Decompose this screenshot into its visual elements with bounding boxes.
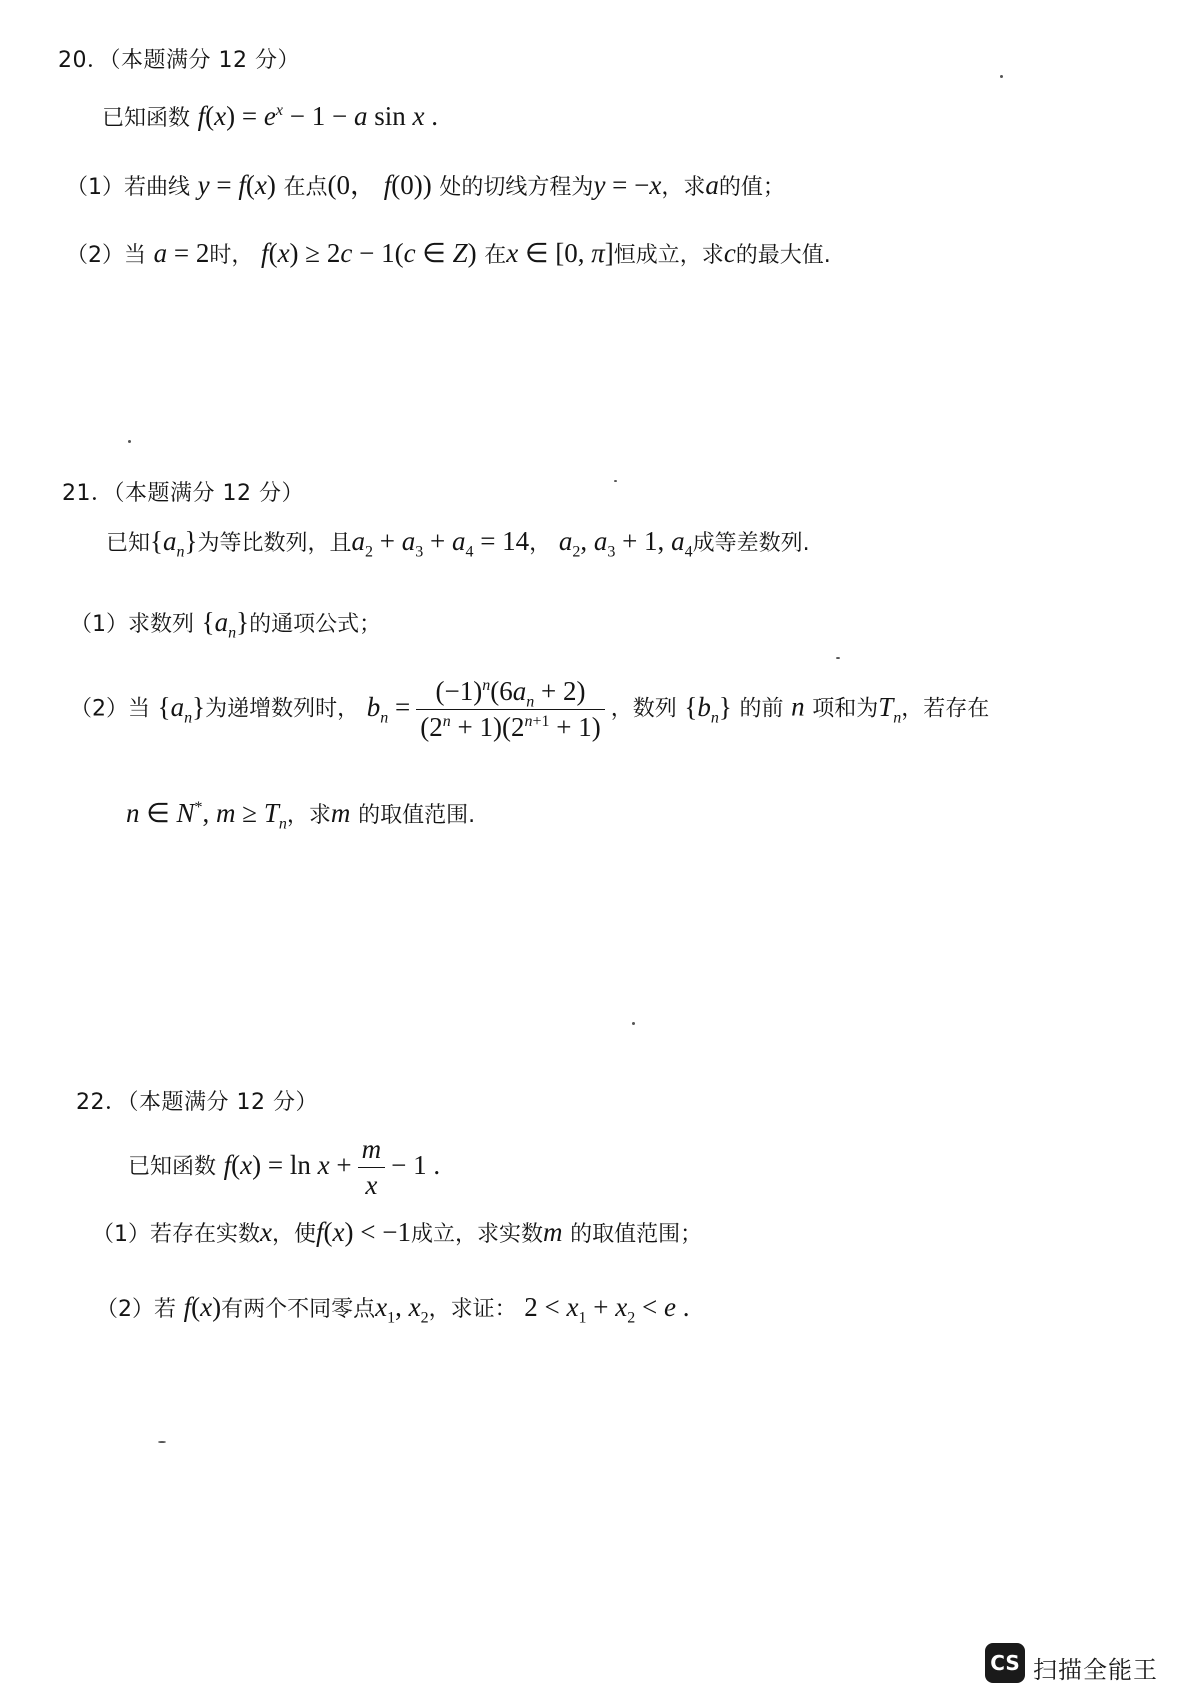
problem-20-part-1 [66,172,785,199]
formula: $\{a_n\}$ [150,526,198,561]
formula: $a_2 + a_3 + a_4 = 14$ [351,526,530,561]
problem-22-heading: 22．（本题满分 12 分） [76,1090,318,1115]
problem-20-heading: 20．（本题满分 12 分） [58,48,300,73]
variable: a [705,170,719,200]
text: 处的切线方程为 [439,175,594,200]
part-label: （2） [96,1297,154,1322]
formula: $x_1$, $x_2$ [375,1292,429,1327]
formula: x ∈ [0, π] [506,238,614,268]
text: 项和为 [812,696,879,722]
text: ，若存在 [901,696,990,722]
formula: $a_2$, $a_3 + 1$, $a_4$ [558,526,693,561]
text: 恒成立，求 [613,243,724,268]
text: 的前 [739,696,784,722]
text: ，求 [286,803,331,828]
part-label: （2） [70,696,128,722]
text: 有两个不同零点 [221,1297,376,1322]
variable: c [723,238,736,268]
text: 的取值范围； [570,1222,703,1247]
text: 成等差数列. [692,531,810,556]
scan-speck [1000,75,1003,78]
problem-21-heading: 21．（本题满分 12 分） [62,481,304,506]
problem-20-intro [102,103,438,130]
formula: y = −x [593,170,662,200]
variable: n [791,691,805,722]
text: ，求 [661,175,706,200]
text: 已知 [106,531,151,556]
formula: $2 < x_1 + x_2 < e$ . [524,1292,690,1327]
formula: y = f(x) [197,170,276,200]
part-label: （1） [92,1222,150,1247]
variable: m [330,798,351,828]
part-label: （1） [70,612,128,637]
text: ，求证： [428,1297,517,1322]
bn-formula: $b_n$ = $\frac{(-1)^n(6a_n + 2)}{(2^n + 1)(2^{n+1} + 1)}$ [367,692,611,722]
text: 的最大值. [735,243,831,268]
scan-speck [158,1441,166,1443]
problem-22-part-1 [92,1219,702,1246]
formula: f(x) [183,1292,222,1322]
text: 时， [209,243,254,268]
variable: x [260,1217,272,1247]
text: 的取值范围. [358,803,476,828]
problem-21-part-2 [70,678,989,741]
text: ，数列 [610,696,677,722]
scan-speck [632,1022,635,1025]
text: 若 [154,1297,177,1322]
text: 若曲线 [124,175,191,200]
part-label: （2） [66,243,124,268]
text: 的值； [718,175,785,200]
text: 的通项公式； [249,612,382,637]
problem-22-part-2 [96,1292,690,1327]
problem-21-intro [106,526,810,561]
scan-speck [128,440,131,443]
formula: $\{a_n\}$ [157,691,206,727]
formula: f(x) ≥ 2c − 1(c ∈ Z) [261,238,477,268]
text: 若存在实数 [150,1222,261,1247]
text: 为递增数列时， [205,696,360,722]
problem-21-part-1 [70,607,382,642]
text: 成立，求实数 [410,1222,543,1247]
text: 当 [124,243,147,268]
function-definition: f(x) = ln x + $\frac{m}{x}$ − 1 . [223,1134,441,1200]
text: 当 [128,696,151,722]
text: 求数列 [128,612,195,637]
text: 在 [484,243,507,268]
camscanner-logo: CS [985,1643,1025,1683]
text: 为等比数列，且 [197,531,352,556]
part-label: （1） [66,175,124,200]
intro-text: 已知函数 [102,106,191,131]
formula: $T_n$ [878,691,902,727]
formula: n ∈ N*, $m \ge T_n$ [126,798,287,833]
problem-21-part-2-continued [126,798,476,833]
scan-speck [836,657,840,659]
text: 在点 [283,175,328,200]
formula: $\{a_n\}$ [201,607,250,642]
formula: f(x) < −1 [316,1217,411,1247]
camscanner-watermark: 扫描全能王 [1033,1656,1158,1684]
formula: $\{b_n\}$ [684,691,732,727]
formula: (0， f(0)) [327,170,432,200]
scan-speck [614,480,617,482]
function-definition: $f(x) = e^x - 1 - a$ sin x . [197,101,438,131]
text: ，使 [272,1222,317,1247]
formula: a = 2 [153,238,210,268]
problem-22-intro [128,1136,440,1199]
problem-20-part-2 [66,240,831,267]
text: ， [529,531,552,556]
variable: m [542,1217,563,1247]
intro-text: 已知函数 [128,1154,217,1180]
